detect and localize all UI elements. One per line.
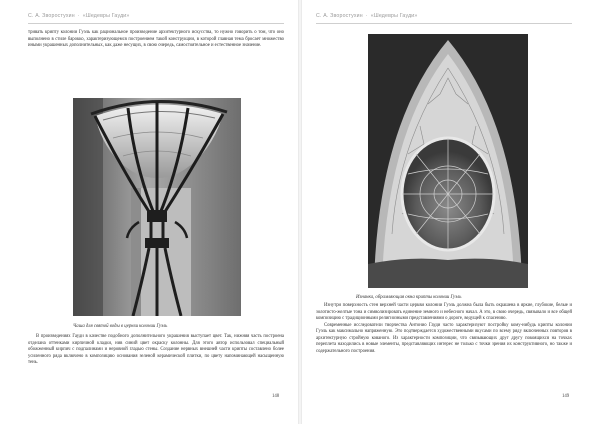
body-paragraph: Изнутри поверхность стен верхней части церкви колонии Гуэль должна была быть окрашена в яркие, глубокие, белые и золотисто-желтые тона и символизировать единение земного и небесного начал. А это, в свою очередь, связывало и все общей композицию с традиционными религиозными представлениями о дороге, ведущей к спасению. bbox=[316, 303, 572, 321]
body-text bbox=[316, 303, 572, 355]
intro-text bbox=[28, 30, 284, 50]
header-author: С. А. Зворостухин bbox=[316, 13, 363, 19]
header-series: «Шедевры Гауди» bbox=[370, 13, 418, 19]
page-number: 149 bbox=[562, 394, 570, 399]
body-paragraph: Современные исследователи творчества Антонио Гауди часто характеризуют постройку кому-нибудь крипты колонии Гуэль как максимально напряженную. Это подтверждается художественными вкусами по всему ряду включенных повторов в архитектурную стройную кованого. Из характерности композиции, что связывающих друг другу покоящихся на точках переплета находились в новые элементы, представляющих интерес не только с точки зрения их конструктивного, но также и содержательного построения. bbox=[316, 322, 572, 354]
figure-caption: Чаша для святой воды в церкви колонии Гуэль bbox=[73, 324, 168, 329]
right-page bbox=[300, 0, 600, 424]
holy-water-font-photo bbox=[73, 98, 241, 316]
header-author: С. А. Зворостухин bbox=[28, 13, 75, 19]
figure-caption: Изнанка, обрамляющая окна крипты колонии Гуэль bbox=[356, 295, 462, 300]
running-header: С. А. Зворостухин · «Шедевры Гауди» bbox=[316, 13, 572, 24]
intro-paragraph: тривать крипту колонии Гуэль как рациональное произведение архитектурного искусства, то нужно говорить о том, что оно выполнено в стиле барокко, характеризующемся построением такой конструкции, в которой главная тема бросает множество иными украшенных дополнительных, как даже несущих, в свою очередь, самостоятельное и естественное значение. bbox=[28, 30, 284, 48]
body-text bbox=[28, 334, 284, 367]
header-series: «Шедевры Гауди» bbox=[82, 13, 130, 19]
body-paragraph: В произведениях Гауди в качестве подобного дополнительного украшения выступает цвет. Так, нижняя часть построена отделана оттенками кирпичной кладки, нив синий цвет окраску колонны. Для этого автор использовал специальный обожженный кирпич с подпалинами и неровной гладью стены. Создание нервных внешней части крипты составлено более усиленного ряда включено в композицию основания зеленой керамической плитки, по цвету напоминающей насыщенную тень. bbox=[28, 334, 284, 365]
page-number: 148 bbox=[272, 394, 280, 399]
running-header: С. А. Зворостухин · «Шедевры Гауди» bbox=[28, 13, 284, 24]
crypt-window-photo bbox=[368, 34, 528, 288]
